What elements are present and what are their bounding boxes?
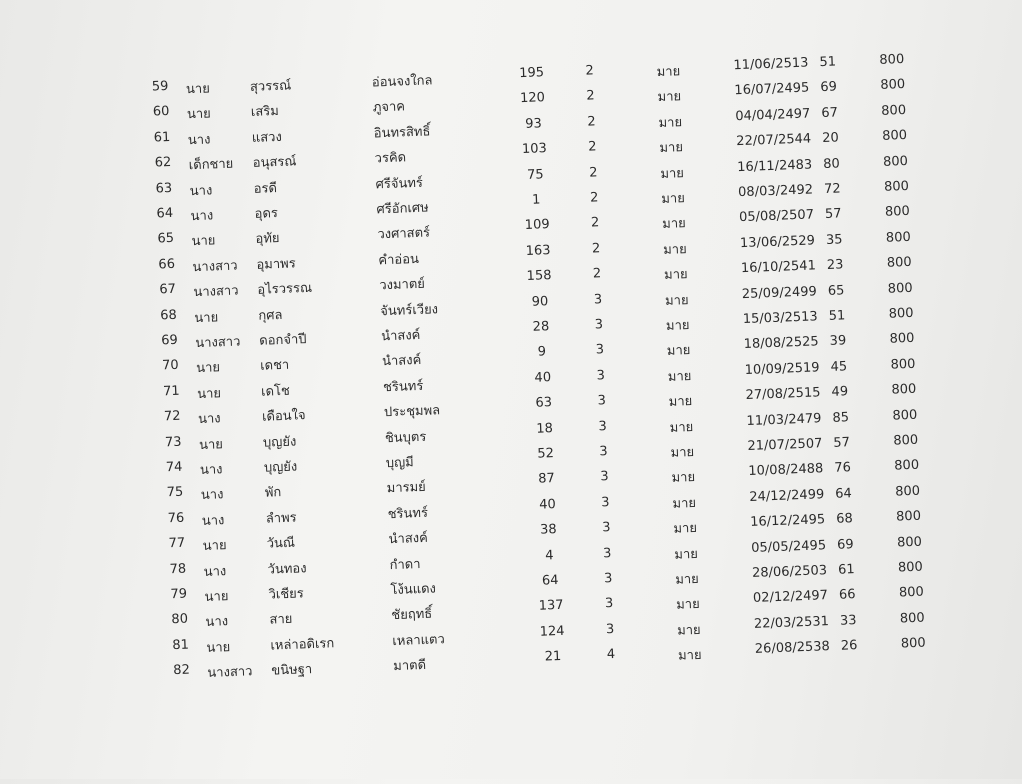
cell-title: นางสาว bbox=[193, 283, 239, 301]
cell-status: มาย bbox=[658, 114, 683, 131]
cell-no: 60 bbox=[152, 104, 170, 120]
cell-house: 195 bbox=[518, 65, 545, 82]
cell-status: มาย bbox=[675, 571, 700, 588]
cell-moo: 3 bbox=[605, 621, 615, 638]
cell-birth: 21/07/2507 bbox=[747, 436, 823, 454]
cell-title: นาง bbox=[205, 614, 229, 631]
cell-first: ลำพร bbox=[265, 510, 297, 527]
cell-title: นาง bbox=[187, 132, 211, 149]
cell-status: มาย bbox=[669, 419, 694, 436]
cell-status: มาย bbox=[670, 444, 695, 461]
cell-age: 68 bbox=[835, 511, 854, 527]
cell-moo: 3 bbox=[600, 469, 609, 485]
cell-house: 64 bbox=[541, 572, 559, 589]
cell-title: นาย bbox=[191, 233, 216, 250]
cell-amount: 800 bbox=[899, 610, 925, 627]
cell-birth: 04/04/2497 bbox=[735, 106, 811, 124]
cell-no: 79 bbox=[170, 586, 188, 603]
cell-birth: 18/08/2525 bbox=[743, 334, 819, 353]
cell-no: 69 bbox=[160, 332, 179, 349]
cell-last: ชัยฤทธิ์ bbox=[391, 607, 433, 624]
cell-age: 64 bbox=[834, 485, 853, 502]
cell-first: อุดร bbox=[254, 206, 279, 222]
cell-status: มาย bbox=[672, 495, 697, 512]
cell-house: 120 bbox=[519, 90, 546, 107]
cell-moo: 3 bbox=[594, 317, 604, 333]
cell-first: แสวง bbox=[251, 129, 283, 146]
cell-first: สุวรรณ์ bbox=[249, 78, 292, 95]
cell-status: มาย bbox=[671, 470, 696, 487]
cell-moo: 2 bbox=[588, 164, 598, 181]
cell-title: นางสาว bbox=[207, 664, 253, 682]
cell-age: 80 bbox=[822, 156, 840, 172]
cell-no: 73 bbox=[164, 434, 182, 450]
cell-age: 26 bbox=[840, 638, 858, 654]
cell-status: มาย bbox=[656, 64, 681, 81]
cell-moo: 3 bbox=[601, 520, 611, 536]
cell-title: นาง bbox=[203, 563, 227, 580]
cell-amount: 800 bbox=[894, 458, 920, 474]
cell-house: 1 bbox=[531, 192, 541, 208]
cell-last: บุญมี bbox=[385, 455, 415, 472]
cell-title: นาง bbox=[201, 512, 225, 529]
cell-age: 65 bbox=[827, 282, 845, 299]
cell-birth: 16/11/2483 bbox=[736, 157, 813, 175]
cell-last: นำสงค์ bbox=[388, 530, 429, 548]
cell-amount: 800 bbox=[882, 153, 909, 170]
cell-first: ดอกจำปี bbox=[259, 332, 307, 349]
cell-amount: 800 bbox=[898, 585, 925, 601]
cell-age: 35 bbox=[825, 232, 843, 248]
cell-amount: 800 bbox=[879, 51, 905, 68]
cell-no: 70 bbox=[161, 358, 179, 374]
cell-no: 65 bbox=[157, 231, 175, 247]
cell-last: ศรีอักเศษ bbox=[376, 200, 429, 218]
cell-age: 85 bbox=[832, 409, 850, 426]
cell-age: 76 bbox=[834, 460, 852, 477]
cell-amount: 800 bbox=[889, 331, 915, 348]
cell-no: 61 bbox=[153, 129, 171, 146]
cell-first: เดโช bbox=[260, 383, 291, 400]
cell-house: 52 bbox=[537, 446, 555, 462]
cell-last: คำอ่อน bbox=[378, 251, 420, 269]
cell-status: มาย bbox=[666, 343, 691, 360]
cell-status: มาย bbox=[662, 241, 687, 258]
cell-first: เสริม bbox=[250, 104, 280, 121]
cell-status: มาย bbox=[667, 368, 692, 385]
cell-last: มารมย์ bbox=[386, 480, 427, 497]
cell-title: นาย bbox=[194, 309, 219, 326]
cell-last: มาตดี bbox=[393, 658, 427, 675]
cell-birth: 13/06/2529 bbox=[739, 233, 816, 251]
cell-first: บุญยัง bbox=[263, 459, 298, 476]
cell-no: 82 bbox=[173, 662, 191, 679]
cell-birth: 15/03/2513 bbox=[742, 309, 818, 328]
cell-age: 69 bbox=[820, 79, 838, 96]
cell-house: 90 bbox=[531, 293, 549, 310]
cell-last: วงศาสตร์ bbox=[377, 225, 431, 243]
cell-moo: 2 bbox=[586, 88, 595, 105]
cell-last: ประชุมพล bbox=[383, 403, 441, 421]
cell-moo: 2 bbox=[589, 190, 599, 206]
cell-moo: 3 bbox=[601, 494, 610, 511]
cell-moo: 3 bbox=[602, 545, 612, 561]
cell-title: นาง bbox=[199, 462, 223, 479]
cell-amount: 800 bbox=[885, 229, 912, 246]
cell-status: มาย bbox=[668, 394, 693, 411]
cell-moo: 3 bbox=[603, 571, 613, 587]
cell-house: 163 bbox=[525, 242, 551, 259]
cell-last: ชินบุตร bbox=[384, 429, 427, 446]
cell-last: อินทรสิทธิ์ bbox=[373, 124, 431, 142]
cell-status: มาย bbox=[675, 597, 701, 614]
cell-birth: 27/08/2515 bbox=[745, 385, 821, 404]
cell-status: มาย bbox=[664, 292, 689, 309]
cell-status: มาย bbox=[662, 216, 687, 233]
cell-amount: 800 bbox=[893, 432, 919, 449]
cell-house: 28 bbox=[532, 319, 550, 335]
cell-status: มาย bbox=[659, 140, 684, 157]
cell-house: 40 bbox=[534, 369, 552, 386]
cell-last: ศรีจันทร์ bbox=[375, 175, 424, 193]
cell-no: 74 bbox=[165, 459, 183, 476]
cell-age: 49 bbox=[831, 384, 849, 401]
cell-no: 67 bbox=[159, 282, 177, 298]
cell-title: นาย bbox=[196, 386, 222, 402]
cell-status: มาย bbox=[673, 521, 698, 537]
cell-status: มาย bbox=[676, 622, 701, 639]
cell-moo: 2 bbox=[590, 215, 600, 231]
cell-no: 62 bbox=[154, 155, 172, 171]
cell-no: 63 bbox=[155, 180, 173, 197]
cell-status: มาย bbox=[663, 267, 688, 284]
cell-house: 21 bbox=[544, 649, 562, 665]
cell-no: 68 bbox=[160, 307, 178, 323]
cell-last: โง้นแดง bbox=[390, 581, 437, 599]
cell-first: อรดี bbox=[253, 180, 278, 197]
cell-birth: 08/03/2492 bbox=[737, 182, 814, 201]
cell-birth: 16/07/2495 bbox=[734, 80, 810, 99]
cell-no: 77 bbox=[168, 535, 186, 552]
cell-age: 72 bbox=[823, 181, 841, 197]
cell-status: มาย bbox=[661, 191, 686, 207]
cell-last: เหลาแตว bbox=[392, 632, 446, 649]
cell-last: กำดา bbox=[389, 556, 421, 573]
cell-no: 64 bbox=[156, 205, 174, 222]
cell-title: นางสาว bbox=[192, 258, 238, 275]
cell-moo: 3 bbox=[593, 291, 603, 308]
cell-age: 45 bbox=[830, 359, 848, 375]
cell-amount: 800 bbox=[880, 77, 906, 94]
cell-birth: 10/09/2519 bbox=[744, 360, 820, 378]
cell-amount: 800 bbox=[891, 381, 917, 398]
cell-birth: 22/03/2531 bbox=[753, 613, 830, 632]
cell-birth: 16/12/2495 bbox=[749, 512, 826, 531]
cell-house: 87 bbox=[537, 471, 556, 488]
cell-amount: 800 bbox=[895, 508, 922, 525]
cell-age: 33 bbox=[839, 612, 857, 629]
cell-title: นาย bbox=[195, 360, 221, 377]
cell-first: อุทัย bbox=[255, 231, 280, 248]
cell-no: 80 bbox=[171, 611, 189, 628]
cell-moo: 2 bbox=[585, 63, 595, 79]
cell-age: 61 bbox=[837, 562, 855, 578]
cell-no: 76 bbox=[167, 510, 185, 527]
cell-last: อ่อนจงใกล bbox=[371, 73, 433, 91]
cell-house: 18 bbox=[536, 420, 554, 437]
cell-house: 103 bbox=[521, 141, 548, 158]
cell-age: 69 bbox=[836, 536, 854, 553]
cell-first: ขนิษฐา bbox=[271, 662, 313, 679]
cell-title: นาย bbox=[204, 589, 229, 605]
cell-birth: 25/09/2499 bbox=[741, 283, 818, 302]
cell-status: มาย bbox=[657, 89, 682, 106]
cell-first: บุญยัง bbox=[262, 434, 297, 451]
cell-title: นาง bbox=[197, 411, 221, 428]
cell-last: นำสงค์ bbox=[381, 353, 422, 370]
cell-house: 38 bbox=[539, 522, 557, 538]
cell-amount: 800 bbox=[886, 255, 912, 271]
cell-title: นาย bbox=[202, 538, 227, 555]
cell-first: อุไรวรรณ bbox=[257, 281, 313, 299]
cell-birth: 26/08/2538 bbox=[754, 639, 831, 658]
cell-title: นาย bbox=[186, 106, 212, 123]
cell-last: จันทร์เวียง bbox=[380, 301, 439, 319]
cell-moo: 2 bbox=[587, 114, 596, 130]
cell-amount: 800 bbox=[894, 483, 921, 500]
cell-first: กุศล bbox=[258, 307, 283, 324]
cell-age: 20 bbox=[821, 130, 840, 147]
cell-birth: 28/06/2503 bbox=[751, 563, 828, 581]
cell-age: 23 bbox=[826, 257, 844, 274]
cell-title: นาย bbox=[185, 81, 211, 98]
cell-birth: 10/08/2488 bbox=[748, 461, 824, 480]
cell-status: มาย bbox=[660, 165, 685, 182]
cell-no: 75 bbox=[166, 485, 184, 501]
cell-amount: 800 bbox=[892, 407, 918, 424]
cell-title: นาง bbox=[189, 183, 213, 199]
cell-birth: 05/05/2495 bbox=[750, 537, 827, 556]
cell-title: เด็กชาย bbox=[188, 156, 234, 174]
cell-amount: 800 bbox=[896, 534, 923, 551]
cell-last: ชรินทร์ bbox=[387, 505, 429, 522]
cell-last: นำสงค์ bbox=[380, 327, 421, 345]
cell-birth: 22/07/2544 bbox=[736, 131, 812, 150]
cell-amount: 800 bbox=[881, 128, 908, 145]
cell-first: วันณี bbox=[266, 535, 296, 552]
cell-moo: 3 bbox=[596, 367, 606, 384]
cell-first: พัก bbox=[264, 485, 282, 502]
cell-amount: 800 bbox=[897, 559, 924, 576]
cell-birth: 05/08/2507 bbox=[738, 207, 815, 226]
cell-title: นาง bbox=[190, 208, 214, 225]
cell-birth: 02/12/2497 bbox=[752, 588, 829, 607]
cell-moo: 2 bbox=[587, 139, 597, 155]
cell-birth: 24/12/2499 bbox=[749, 487, 825, 505]
cell-first: สาย bbox=[269, 612, 293, 628]
cell-last: ชรินทร์ bbox=[382, 378, 424, 396]
cell-moo: 3 bbox=[599, 444, 608, 460]
cell-age: 57 bbox=[833, 435, 851, 451]
cell-age: 66 bbox=[838, 587, 856, 604]
cell-age: 57 bbox=[824, 206, 842, 223]
cell-moo: 2 bbox=[592, 266, 602, 282]
cell-moo: 3 bbox=[595, 342, 605, 358]
cell-house: 158 bbox=[526, 268, 552, 285]
cell-amount: 800 bbox=[900, 635, 926, 652]
cell-first: อุมาพร bbox=[256, 256, 296, 273]
cell-no: 78 bbox=[169, 561, 187, 577]
cell-status: มาย bbox=[674, 546, 699, 563]
cell-moo: 3 bbox=[597, 393, 607, 409]
cell-first: วันทอง bbox=[267, 560, 307, 578]
cell-first: เดชา bbox=[259, 358, 290, 375]
cell-house: 109 bbox=[524, 217, 550, 234]
cell-age: 51 bbox=[828, 308, 846, 324]
cell-first: วิเชียร bbox=[268, 586, 305, 603]
cell-moo: 3 bbox=[598, 418, 608, 435]
cell-age: 51 bbox=[819, 54, 837, 71]
cell-status: มาย bbox=[665, 318, 690, 334]
cell-house: 9 bbox=[537, 344, 547, 360]
cell-no: 59 bbox=[151, 78, 169, 95]
cell-amount: 800 bbox=[883, 178, 910, 195]
cell-age: 39 bbox=[829, 333, 847, 350]
cell-no: 66 bbox=[158, 256, 176, 273]
cell-moo: 3 bbox=[604, 596, 614, 612]
cell-first: อนุสรณ์ bbox=[252, 154, 297, 172]
cell-first: เดือนใจ bbox=[261, 408, 306, 425]
cell-birth: 16/10/2541 bbox=[740, 258, 817, 277]
cell-title: นาย bbox=[198, 436, 224, 453]
cell-age: 67 bbox=[821, 105, 839, 121]
cell-title: นาย bbox=[206, 639, 231, 656]
cell-amount: 800 bbox=[890, 356, 916, 373]
cell-house: 63 bbox=[535, 395, 553, 411]
cell-birth: 11/06/2513 bbox=[733, 55, 809, 74]
cell-last: ภูจาค bbox=[372, 99, 406, 116]
cell-amount: 800 bbox=[887, 280, 913, 297]
cell-no: 71 bbox=[162, 383, 180, 400]
cell-title: นางสาว bbox=[195, 334, 241, 352]
cell-house: 124 bbox=[539, 623, 565, 640]
cell-last: วรคิด bbox=[374, 150, 407, 167]
cell-moo: 4 bbox=[606, 647, 616, 663]
cell-title: นาง bbox=[200, 487, 224, 504]
cell-amount: 800 bbox=[880, 102, 907, 119]
cell-birth: 11/03/2479 bbox=[746, 410, 822, 429]
cell-amount: 800 bbox=[888, 305, 914, 322]
cell-first: เหล่าอดิเรก bbox=[270, 636, 335, 654]
cell-house: 93 bbox=[524, 116, 543, 132]
cell-last: วงมาตย์ bbox=[379, 276, 426, 294]
cell-moo: 2 bbox=[591, 241, 601, 257]
cell-status: มาย bbox=[677, 647, 702, 664]
cell-house: 40 bbox=[538, 496, 557, 513]
cell-no: 81 bbox=[172, 637, 190, 653]
cell-amount: 800 bbox=[884, 204, 911, 221]
cell-house: 4 bbox=[544, 547, 554, 564]
cell-house: 137 bbox=[538, 598, 564, 615]
cell-no: 72 bbox=[163, 408, 181, 425]
cell-house: 75 bbox=[526, 166, 544, 183]
